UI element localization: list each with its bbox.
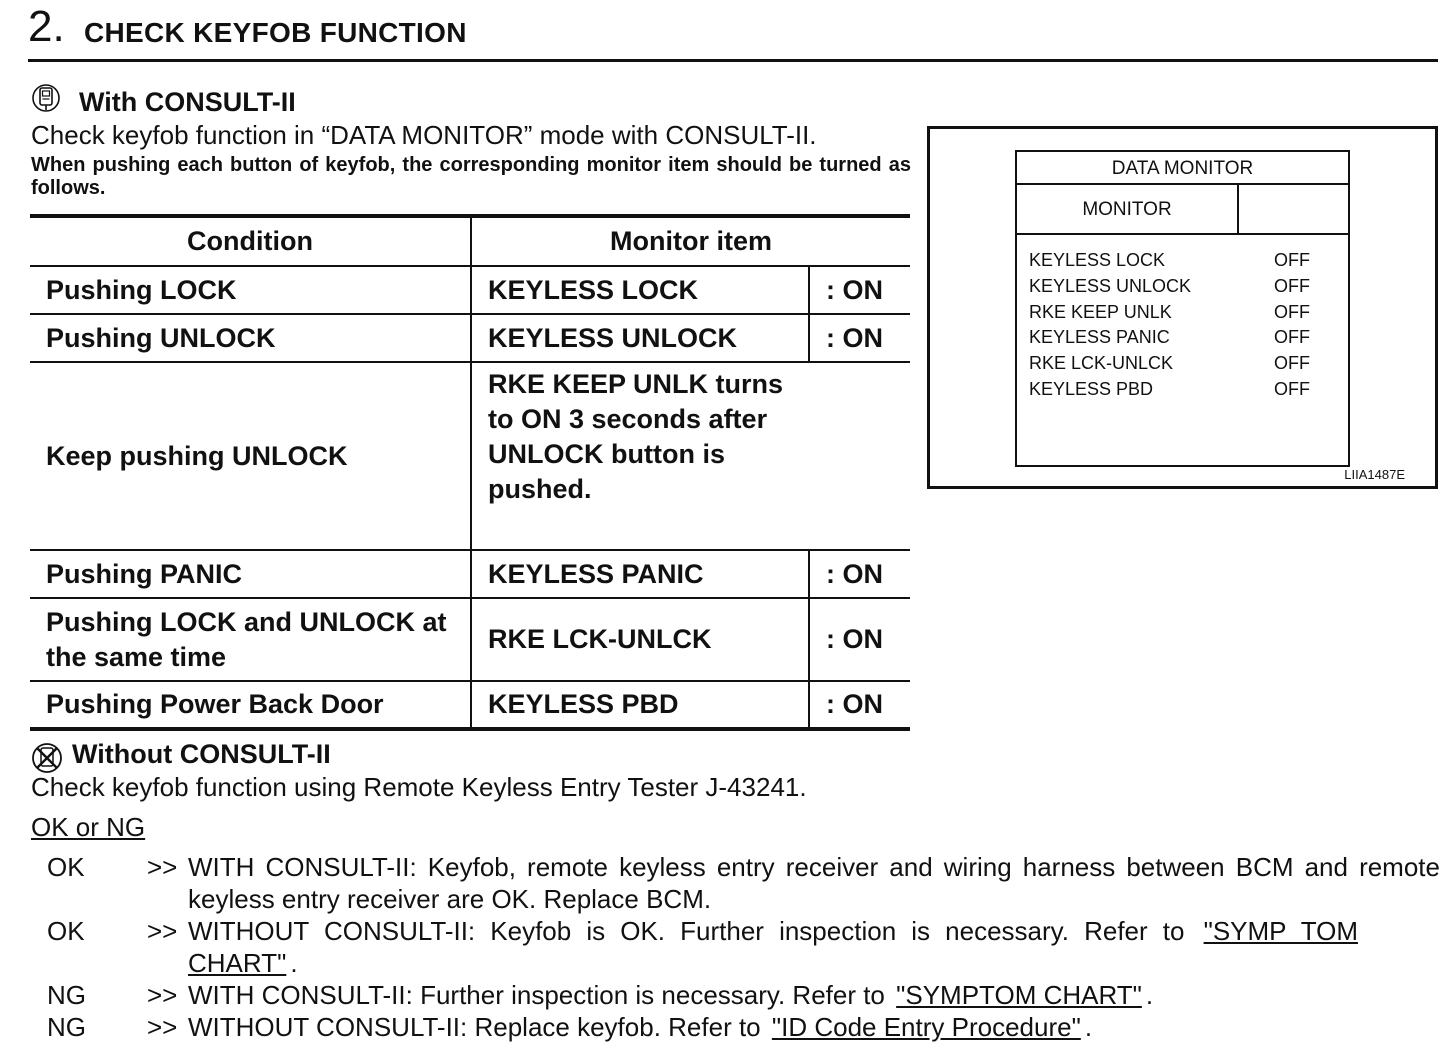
consult-note: When pushing each button of keyfob, the corresponding monitor item should be turned as follows. [31,154,911,199]
condition-cell: Pushing LOCK [30,266,471,314]
table-row [30,550,910,598]
consult-tester-icon [31,83,61,113]
monitor-item-cell: KEYLESS UNLOCK [471,314,809,362]
result-row [47,1011,1442,1043]
monitor-item-value: OFF [1274,250,1310,270]
monitor-item-cell: KEYLESS PBD [471,681,809,729]
monitor-value-cell: : ON [809,681,910,729]
result-period: . [290,948,298,978]
list-item [1029,274,1339,300]
monitor-item-cell: KEYLESS PANIC [471,550,809,598]
result-text-block [188,979,1440,1011]
monitor-item-cell: KEYLESS LOCK [471,266,809,314]
condition-cell: Keep pushing UNLOCK [30,362,471,550]
table-header-row [30,216,910,266]
result-period: . [1084,1012,1093,1042]
monitor-item-name: KEYLESS LOCK [1029,250,1166,270]
monitor-item-value: OFF [1274,327,1310,348]
monitor-item-cell: RKE KEEP UNLK turns to ON 3 seconds after UNLOCK button is pushed. [471,362,910,550]
monitor-item-name: RKE LCK-UNLCK [1029,353,1174,374]
list-item [1029,377,1339,403]
without-consult-title: Without CONSULT-II [72,739,331,769]
list-item [1029,351,1339,377]
without-consult-instruction: Check keyfob function using Remote Keyless Entry Tester J-43241. [31,772,807,802]
result-text: WITHOUT CONSULT-II: Keyfob is OK. Further inspection is necessary. Refer to [188,916,1185,946]
result-text: WITH CONSULT-II: Further inspection is necessary. Refer to [188,980,885,1010]
monitor-label: MONITOR [1017,185,1239,233]
result-label: NG [47,1012,86,1042]
table-row [30,314,910,362]
monitor-item-name: KEYLESS PBD [1029,378,1154,399]
result-text: WITH CONSULT-II: Keyfob, remote keyless entry receiver and wiring harness between BCM and remote keyless entry receiver are OK. Replace BCM. [188,852,1440,914]
condition-header: Condition [30,216,471,266]
data-monitor-figure [927,126,1438,489]
monitor-item-name: KEYLESS UNLOCK [1029,275,1192,296]
step-number: 2. [28,2,65,51]
result-text: WITHOUT CONSULT-II: Replace keyfob. Refer to [188,1012,761,1042]
data-monitor-title: DATA MONITOR [1017,152,1348,185]
result-arrow: >> [147,852,178,882]
monitor-item-cell: RKE LCK-UNLCK [471,598,809,681]
result-text-block [188,915,1358,979]
monitor-row [1017,185,1348,235]
table-row [30,598,910,681]
monitor-item-header: Monitor item [471,216,910,266]
list-item [1029,300,1339,326]
monitor-item-value: OFF [1274,301,1310,322]
symptom-chart-link[interactable]: "SYMPTOM CHART" [896,980,1142,1010]
data-monitor-screen [1015,150,1350,467]
ok-or-ng-heading: OK or NG [31,812,146,842]
result-row [47,979,1442,1011]
table-row [30,681,910,729]
step-header [28,2,1438,62]
result-label: OK [47,852,85,882]
condition-cell: Pushing Power Back Door [30,681,471,729]
result-label: NG [47,980,86,1010]
condition-cell: Pushing PANIC [30,550,471,598]
monitor-value-cell: : ON [809,550,910,598]
list-item [1029,325,1339,351]
monitor-item-value: OFF [1274,275,1310,296]
list-item [1029,248,1339,274]
result-label: OK [47,916,85,946]
symptom-chart-link[interactable]: "SYMP TOM CHART" [188,916,1358,978]
step-title: CHECK KEYFOB FUNCTION [84,17,467,48]
result-period: . [1145,980,1154,1010]
result-arrow: >> [147,980,178,1010]
monitor-value-cell: : ON [809,314,910,362]
monitor-item-name: RKE KEEP UNLK [1029,301,1172,322]
result-row [47,851,1442,915]
condition-cell: Pushing UNLOCK [30,314,471,362]
condition-cell: Pushing LOCK and UNLOCK at the same time [30,598,471,681]
monitor-item-value: OFF [1274,378,1310,399]
monitor-item-table [30,214,910,731]
monitor-item-name: KEYLESS PANIC [1029,327,1170,348]
table-row [30,362,910,550]
consult-check-instruction: Check keyfob function in “DATA MONITOR” mode with CONSULT-II. [31,120,817,150]
monitor-value-cell: : ON [809,598,910,681]
data-monitor-list [1029,248,1339,403]
monitor-item-value: OFF [1274,353,1310,374]
result-arrow: >> [147,916,178,946]
figure-reference: LIIA1487E [1344,467,1405,482]
result-arrow: >> [147,1012,178,1042]
result-row [47,915,1442,979]
monitor-value-cell: : ON [809,266,910,314]
with-consult-title: With CONSULT-II [79,87,296,117]
result-text-block [188,1011,1440,1043]
table-row [30,266,910,314]
id-code-entry-link[interactable]: "ID Code Entry Procedure" [771,1012,1081,1042]
no-consult-icon [31,742,63,774]
